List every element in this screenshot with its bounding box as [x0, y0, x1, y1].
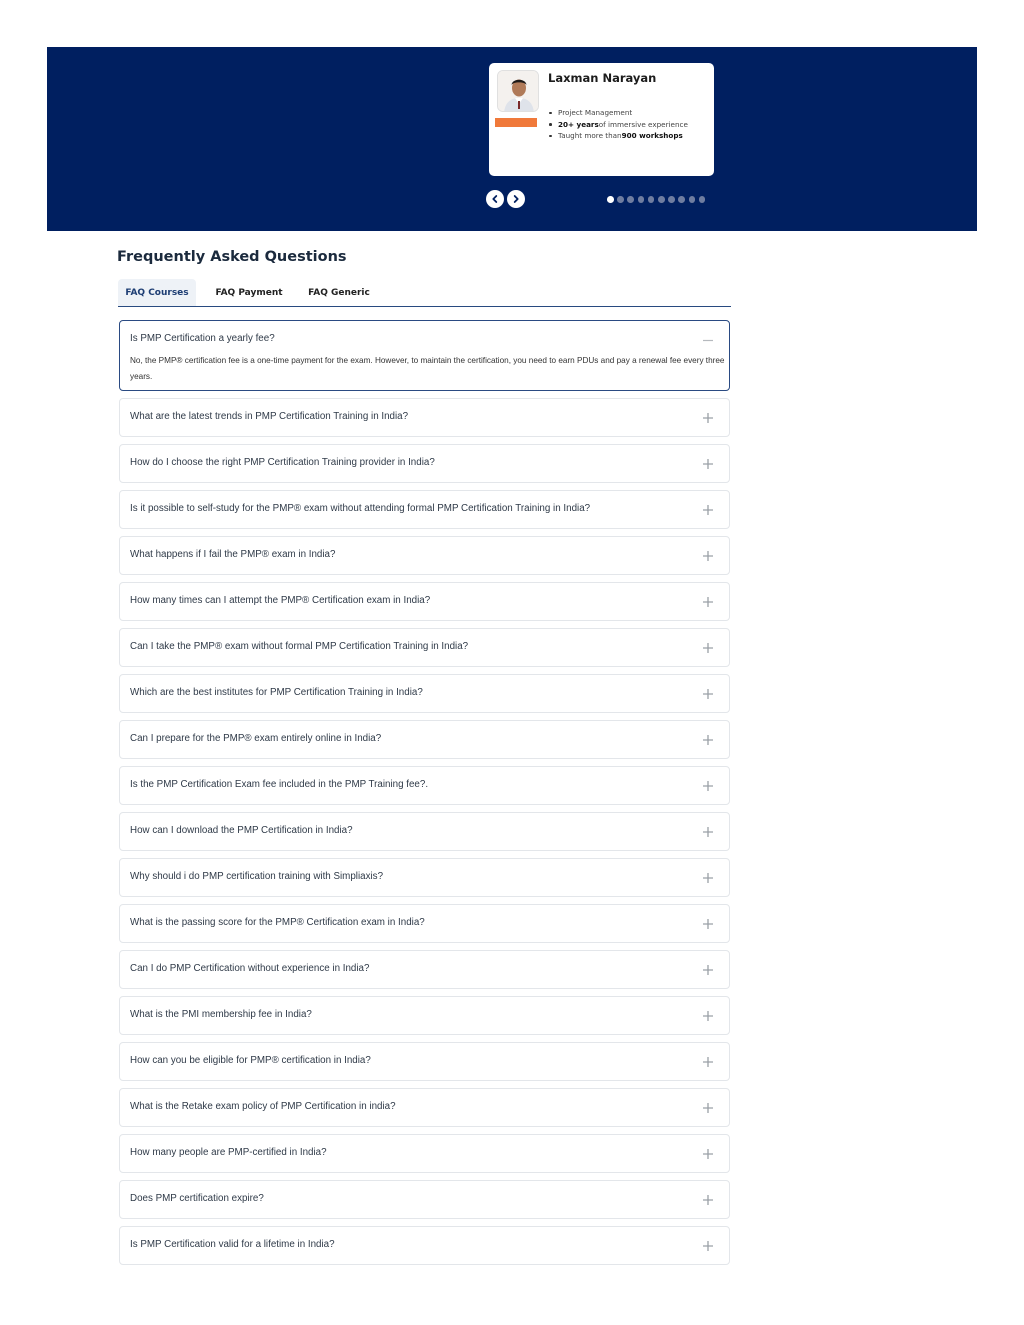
carousel-dot[interactable] — [699, 196, 706, 203]
carousel-dot[interactable] — [607, 196, 614, 203]
expand-plus-icon[interactable] — [701, 779, 715, 793]
trainer-experience-years: 20+ years — [558, 119, 599, 129]
chevron-right-icon — [511, 194, 521, 204]
faq-question: Why should i do PMP certification training with Simpliaxis? — [130, 871, 384, 882]
faq-question: What are the latest trends in PMP Certification Training in India? — [130, 411, 409, 422]
expand-plus-icon[interactable] — [701, 1147, 715, 1161]
carousel-dot[interactable] — [668, 196, 675, 203]
trainer-experience-text: of immersive experience — [598, 119, 688, 129]
faq-item[interactable] — [119, 674, 730, 713]
expand-plus-icon[interactable] — [701, 1009, 715, 1023]
faq-item[interactable] — [119, 904, 730, 943]
expand-plus-icon[interactable] — [701, 1193, 715, 1207]
faq-answer: No, the PMP® certification fee is a one-time payment for the exam. However, to maintain the certification, you need to earn PDUs and pay a renewal fee every three years. — [130, 356, 725, 381]
expand-plus-icon[interactable] — [701, 641, 715, 655]
carousel-dot[interactable] — [638, 196, 645, 203]
faq-question: Can I do PMP Certification without experience in India? — [130, 963, 370, 974]
expand-plus-icon[interactable] — [701, 871, 715, 885]
expand-plus-icon[interactable] — [701, 825, 715, 839]
tab-faq-generic[interactable]: FAQ Generic — [308, 287, 370, 298]
carousel-dot[interactable] — [617, 196, 624, 203]
expand-plus-icon[interactable] — [701, 687, 715, 701]
faq-question: How can I download the PMP Certification in India? — [130, 825, 353, 836]
faq-item[interactable] — [119, 490, 730, 529]
trainer-highlight-domain — [548, 107, 688, 119]
faq-item[interactable] — [119, 1226, 730, 1265]
expand-plus-icon[interactable] — [701, 963, 715, 977]
faq-item[interactable] — [119, 1134, 730, 1173]
carousel-dot[interactable] — [648, 196, 655, 203]
carousel-dot[interactable] — [658, 196, 665, 203]
trainers-banner — [47, 47, 977, 231]
trainer-name: Laxman Narayan — [548, 71, 657, 85]
faq-question: How many times can I attempt the PMP® Certification exam in India? — [130, 595, 431, 606]
trainer-avatar — [497, 70, 539, 112]
trainer-card[interactable] — [489, 63, 714, 176]
expand-plus-icon[interactable] — [701, 457, 715, 471]
faq-question: Can I take the PMP® exam without formal PMP Certification Training in India? — [130, 641, 469, 652]
faq-question: How can you be eligible for PMP® certification in India? — [130, 1055, 371, 1066]
carousel-dot[interactable] — [678, 196, 685, 203]
faq-item[interactable] — [119, 1180, 730, 1219]
expand-plus-icon[interactable] — [701, 1055, 715, 1069]
expand-plus-icon[interactable] — [701, 549, 715, 563]
faq-question: What is the passing score for the PMP® Certification exam in India? — [130, 917, 425, 928]
faq-item[interactable] — [119, 950, 730, 989]
carousel-prev-button[interactable] — [486, 190, 504, 208]
faq-item[interactable] — [119, 536, 730, 575]
trainer-workshops-count: 900 workshops — [621, 131, 683, 140]
faq-item[interactable] — [119, 582, 730, 621]
faq-question: Which are the best institutes for PMP Certification Training in India? — [130, 687, 423, 698]
trainer-highlight-workshops — [548, 130, 688, 142]
faq-question: Can I prepare for the PMP® exam entirely online in India? — [130, 733, 382, 744]
faq-question: Is the PMP Certification Exam fee included in the PMP Training fee?. — [130, 779, 429, 790]
faq-item[interactable] — [119, 1042, 730, 1081]
faq-question: Is PMP Certification a yearly fee? — [130, 333, 275, 344]
faq-section-title: Frequently Asked Questions — [117, 249, 347, 265]
faq-item[interactable] — [119, 812, 730, 851]
expand-plus-icon[interactable] — [701, 503, 715, 517]
trainer-badge — [495, 118, 537, 127]
faq-item[interactable] — [119, 398, 730, 437]
faq-question: Is it possible to self-study for the PMP® exam without attending formal PMP Certification Training in India? — [130, 503, 591, 514]
faq-item[interactable] — [119, 858, 730, 897]
faq-item[interactable] — [119, 1088, 730, 1127]
faq-tabs — [118, 279, 731, 307]
expand-plus-icon[interactable] — [701, 917, 715, 931]
faq-item[interactable] — [119, 320, 730, 391]
tab-faq-payment[interactable]: FAQ Payment — [215, 287, 283, 298]
faq-question: Is PMP Certification valid for a lifetime in India? — [130, 1239, 335, 1250]
carousel-dot[interactable] — [627, 196, 634, 203]
trainer-workshops-text: Taught more than — [558, 131, 622, 140]
faq-question: Does PMP certification expire? — [130, 1193, 264, 1204]
tab-faq-courses[interactable]: FAQ Courses — [118, 279, 196, 306]
carousel-dot[interactable] — [689, 196, 696, 203]
expand-plus-icon[interactable] — [701, 595, 715, 609]
faq-item[interactable] — [119, 628, 730, 667]
expand-plus-icon[interactable] — [701, 1101, 715, 1115]
faq-item[interactable] — [119, 444, 730, 483]
faq-question: How many people are PMP-certified in India? — [130, 1147, 327, 1158]
faq-question: What is the PMI membership fee in India? — [130, 1009, 312, 1020]
expand-plus-icon[interactable] — [701, 1239, 715, 1253]
expand-plus-icon[interactable] — [701, 411, 715, 425]
faq-item[interactable] — [119, 720, 730, 759]
faq-question: How do I choose the right PMP Certification Training provider in India? — [130, 457, 435, 468]
faq-item[interactable] — [119, 766, 730, 805]
chevron-left-icon — [490, 194, 500, 204]
faq-item[interactable] — [119, 996, 730, 1035]
carousel-next-button[interactable] — [507, 190, 525, 208]
trainer-highlight-experience — [548, 119, 688, 131]
trainer-highlights — [548, 107, 688, 142]
collapse-minus-icon[interactable] — [701, 333, 715, 347]
faq-question: What happens if I fail the PMP® exam in India? — [130, 549, 336, 560]
carousel-pagination — [607, 196, 705, 203]
expand-plus-icon[interactable] — [701, 733, 715, 747]
faq-question: What is the Retake exam policy of PMP Certification in india? — [130, 1101, 396, 1112]
trainer-domain-text: Project Management — [558, 108, 633, 117]
